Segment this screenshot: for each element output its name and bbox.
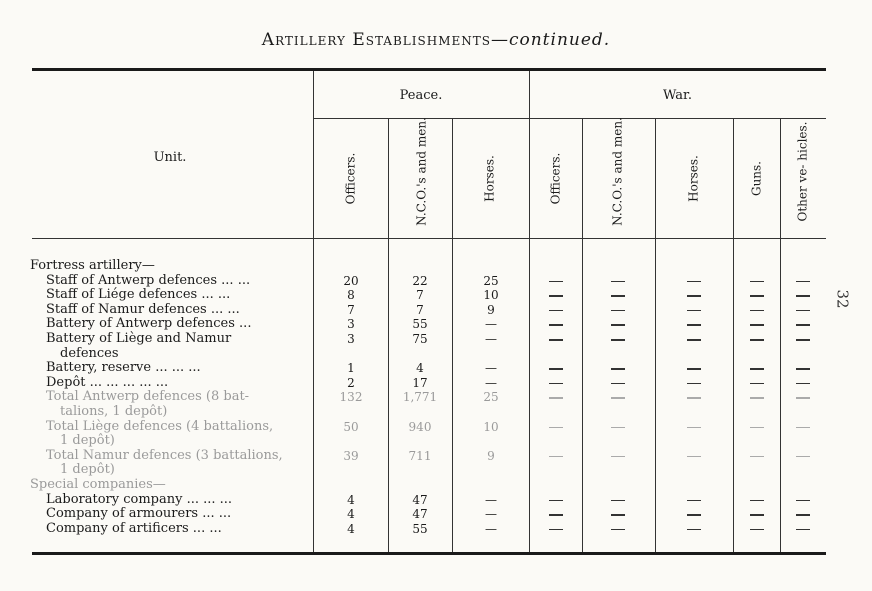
war-empty-dash [611,383,625,385]
peace-nco-header: N.C.O.'s and men. [414,117,429,226]
peace-cell: — [485,492,497,507]
war-empty-dash [687,514,701,516]
peace-cell: 9 [487,302,495,317]
col-divider-war-3 [733,118,734,552]
peace-cell: 25 [483,390,499,405]
col-divider-peace-war [529,71,530,552]
peace-cell: 17 [412,375,428,390]
war-empty-dash [687,456,701,458]
row-label: 1 depôt) [60,462,115,478]
war-empty-dash [750,368,764,370]
war-empty-dash [549,397,563,399]
war-empty-dash [796,427,810,429]
war-empty-dash [549,339,563,341]
war-horses-header: Horses. [686,155,701,202]
war-empty-dash [549,529,563,531]
title-main: Artillery Establishments [261,30,491,50]
row-label: 1 depôt) [60,433,115,449]
bottom-rule [32,552,826,555]
war-empty-dash [750,514,764,516]
war-empty-dash [796,500,810,502]
col-divider-peace-2 [452,118,453,552]
war-empty-dash [611,456,625,458]
peace-cell: 7 [416,302,424,317]
war-empty-dash [750,324,764,326]
war-empty-dash [687,310,701,312]
war-empty-dash [611,368,625,370]
war-empty-dash [687,397,701,399]
war-empty-dash [750,281,764,283]
war-empty-dash [796,397,810,399]
peace-cell: 1,771 [402,390,438,405]
war-empty-dash [549,500,563,502]
peace-cell: — [485,317,497,332]
war-empty-dash [796,368,810,370]
row-label: Company of armourers ... ... [46,506,232,522]
peace-cell: 55 [412,521,428,536]
peace-officers-header: Officers. [343,152,358,205]
peace-cell: 7 [347,302,355,317]
col-divider-war-1 [582,118,583,552]
war-empty-dash [796,281,810,283]
peace-cell: 4 [347,507,355,522]
war-empty-dash [750,339,764,341]
war-empty-dash [549,281,563,283]
header-subrule [313,118,826,119]
war-empty-dash [611,500,625,502]
peace-cell: 4 [347,521,355,536]
row-label: Staff of Liége defences ... ... [46,287,231,303]
war-officers-header: Officers. [548,152,563,205]
war-guns-header: Guns. [749,161,764,197]
peace-cell: — [485,361,497,376]
row-label: Battery of Antwerp defences ... [46,316,252,332]
row-label: Staff of Namur defences ... ... [46,301,240,317]
top-rule [32,68,826,71]
war-empty-dash [687,427,701,429]
row-label: Depôt ... ... ... ... ... [46,374,169,390]
war-empty-dash [549,295,563,297]
col-divider-war-4 [780,118,781,552]
peace-cell: 3 [347,332,355,346]
war-empty-dash [611,339,625,341]
title-continued: —continued. [490,30,611,50]
peace-cell: — [485,375,497,390]
war-empty-dash [549,427,563,429]
peace-cell: 75 [412,332,428,346]
row-label: defences [60,345,119,361]
peace-cell: 4 [347,492,355,507]
page-title [0,30,872,50]
col-divider-unit [313,71,314,552]
war-empty-dash [750,456,764,458]
war-empty-dash [687,368,701,370]
war-empty-dash [750,397,764,399]
war-empty-dash [796,514,810,516]
peace-cell: — [485,521,497,536]
war-empty-dash [687,500,701,502]
peace-horses-header: Horses. [482,155,497,202]
war-empty-dash [796,310,810,312]
war-empty-dash [549,368,563,370]
war-empty-dash [750,383,764,385]
war-empty-dash [611,281,625,283]
peace-cell: 9 [487,448,495,463]
peace-cell: 3 [347,317,355,332]
war-empty-dash [611,295,625,297]
peace-cell: 25 [483,273,499,288]
war-empty-dash [796,339,810,341]
war-empty-dash [549,456,563,458]
peace-cell: 39 [343,448,359,463]
war-empty-dash [687,295,701,297]
war-empty-dash [796,456,810,458]
war-empty-dash [687,383,701,385]
war-empty-dash [750,295,764,297]
row-label: Company of artificers ... ... [46,520,222,536]
war-empty-dash [687,324,701,326]
peace-cell: 10 [483,419,499,434]
peace-cell: 940 [408,419,432,434]
row-label: Battery, reserve ... ... ... [46,360,201,376]
war-empty-dash [549,514,563,516]
row-label: Special companies— [30,477,166,492]
peace-cell: 50 [343,419,359,434]
page-number: 32 [833,289,852,309]
peace-cell: 711 [408,448,432,463]
col-divider-peace-1 [388,118,389,552]
peace-cell: — [485,507,497,522]
row-label: Total Antwerp defences (8 bat- [46,389,250,405]
war-empty-dash [611,324,625,326]
war-vehicles-header: Other ve- hicles. [795,121,810,222]
peace-cell: 47 [412,507,428,522]
peace-cell: 20 [343,273,359,288]
row-label: Staff of Antwerp defences ... ... [46,272,251,288]
peace-cell: 10 [483,288,499,303]
war-header: War. [663,88,692,103]
war-empty-dash [611,310,625,312]
war-empty-dash [796,295,810,297]
peace-cell: 47 [412,492,428,507]
row-label: Total Namur defences (3 battalions, [46,447,283,463]
war-empty-dash [796,324,810,326]
war-empty-dash [549,324,563,326]
war-empty-dash [611,514,625,516]
peace-cell: 7 [416,288,424,303]
peace-cell: 22 [412,273,428,288]
header-bottom-rule [32,238,826,239]
peace-cell: — [485,332,497,346]
peace-cell: 4 [416,361,424,376]
war-empty-dash [796,383,810,385]
war-empty-dash [687,281,701,283]
col-divider-war-2 [655,118,656,552]
war-empty-dash [750,500,764,502]
war-empty-dash [750,310,764,312]
war-empty-dash [611,397,625,399]
peace-header: Peace. [399,88,443,103]
war-empty-dash [611,529,625,531]
war-empty-dash [750,529,764,531]
war-empty-dash [750,427,764,429]
war-empty-dash [611,427,625,429]
unit-header: Unit. [153,150,187,165]
peace-cell: 132 [339,390,363,405]
row-label: talions, 1 depôt) [60,404,168,419]
peace-cell: 8 [347,288,355,303]
war-empty-dash [796,529,810,531]
war-empty-dash [549,310,563,312]
row-label: Laboratory company ... ... ... [46,491,233,507]
row-label: Fortress artillery— [30,258,155,273]
row-label: Battery of Liège and Namur [46,331,232,346]
war-empty-dash [687,339,701,341]
peace-cell: 55 [412,317,428,332]
war-empty-dash [549,383,563,385]
peace-cell: 1 [347,361,355,376]
peace-cell: 2 [347,375,355,390]
row-label: Total Liège defences (4 battalions, [46,418,274,434]
war-empty-dash [687,529,701,531]
war-nco-header: N.C.O.'s and men. [610,117,625,226]
